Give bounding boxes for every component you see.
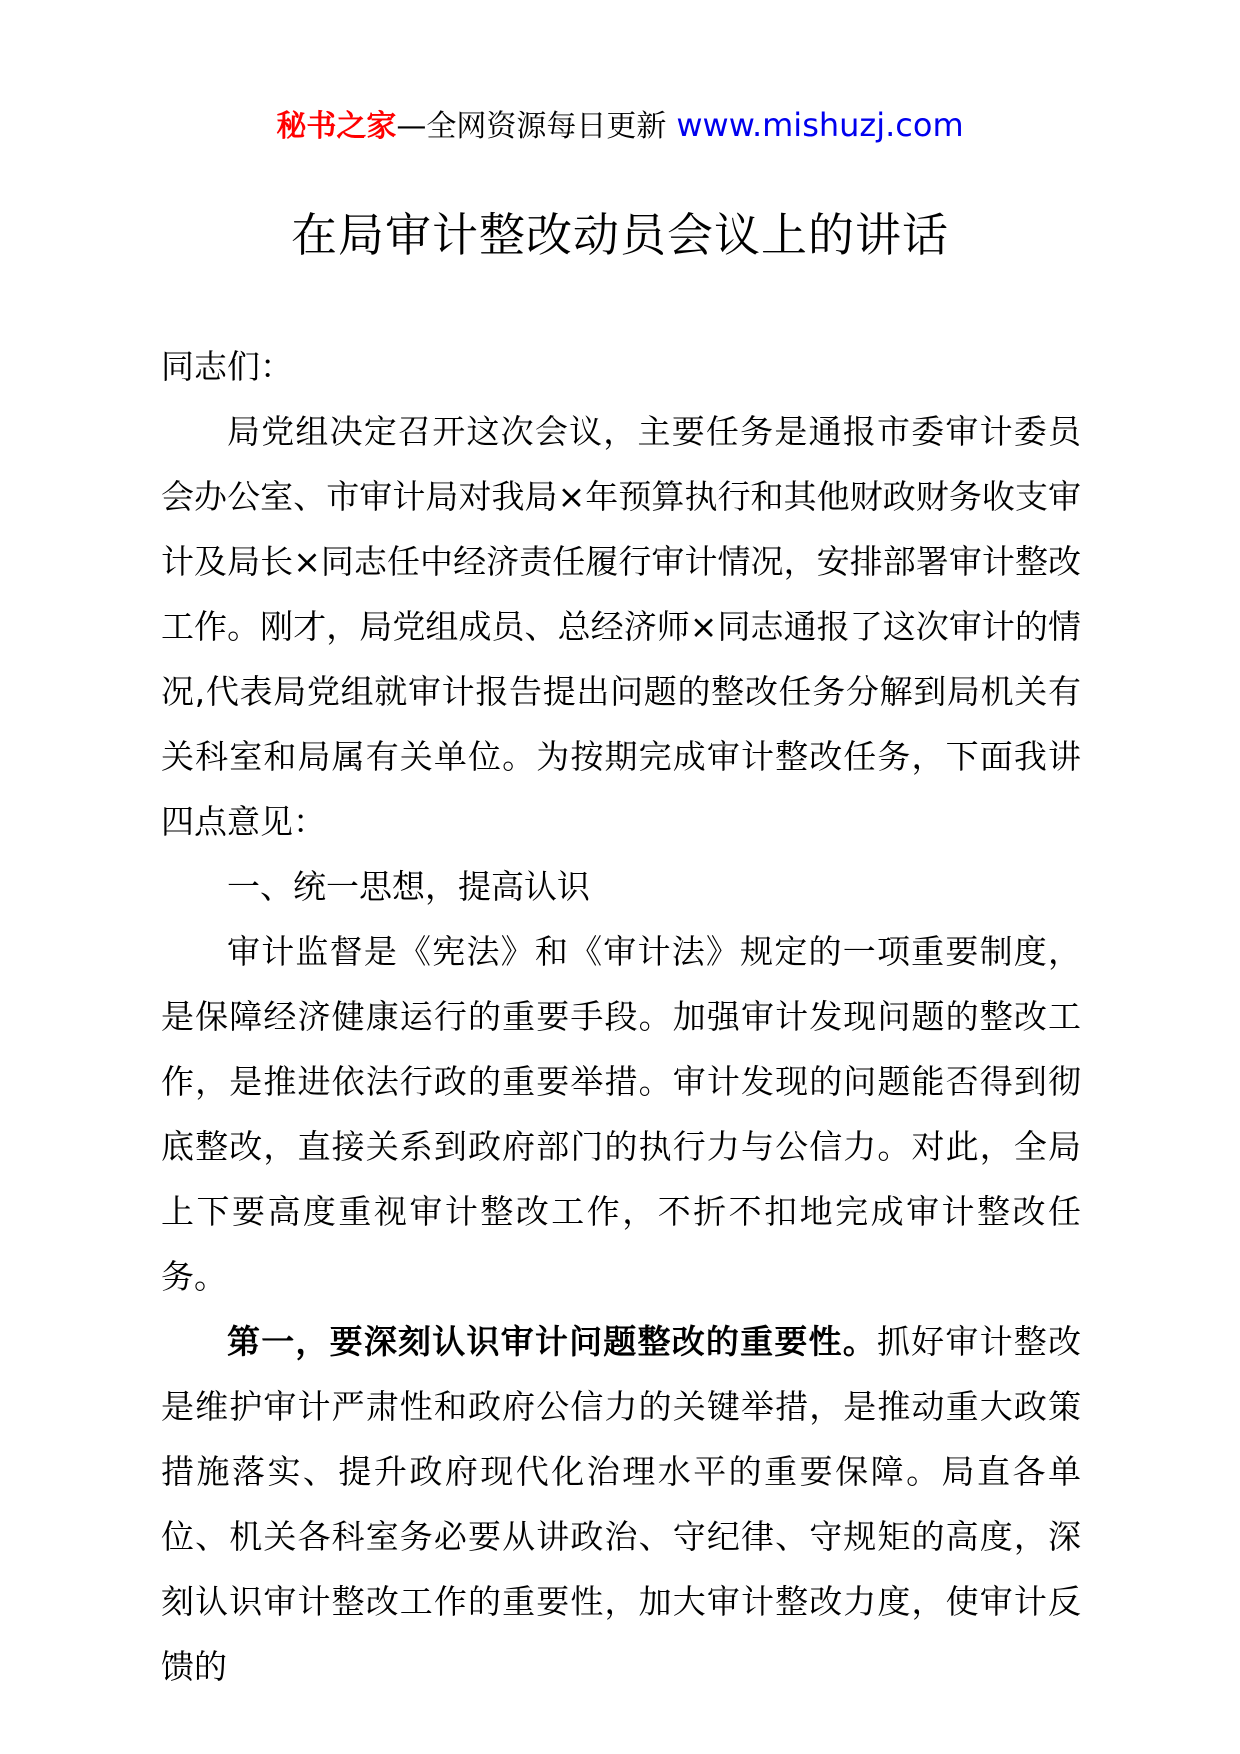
site-header xyxy=(0,100,1240,152)
site-url-link[interactable]: www.mishuzj.com xyxy=(676,106,964,144)
intro-paragraph: 局党组决定召开这次会议，主要任务是通报市委审计委员会办公室、市审计局对我局×年预算执行和其他财政财务收支审计及局长×同志任中经济责任履行审计情况，安排部署审计整改工作。刚才，局党组成员、总经济师×同志通报了这次审计的情况,代表局党组就审计报告提出问题的整改任务分解到局机关有关科室和局属有关单位。为按期完成审计整改任务，下面我讲四点意见： xyxy=(161,412,1081,841)
point-paragraph xyxy=(161,1309,1081,1699)
brand-name: 秘书之家 xyxy=(276,109,397,144)
section-paragraph: 审计监督是《宪法》和《审计法》规定的一项重要制度，是保障经济健康运行的重要手段。加强审计发现问题的整改工作，是推进依法行政的重要举措。审计发现的问题能否得到彻底整改，直接关系到政府部门的执行力与公信力。对此，全局上下要高度重视审计整改工作，不折不扣地完成审计整改任务。 xyxy=(161,932,1081,1296)
point-heading: 第一，要深刻认识审计问题整改的重要性。 xyxy=(227,1322,877,1361)
brand-slogan: —全网资源每日更新 xyxy=(396,109,667,144)
point-text: 抓好审计整改是维护审计严肃性和政府公信力的关键举措，是推动重大政策措施落实、提升政府现代化治理水平的重要保障。局直各单位、机关各科室务必要从讲政治、守纪律、守规矩的高度，深刻认识审计整改工作的重要性，加大审计整改力度，使审计反馈的 xyxy=(161,1322,1082,1686)
section-heading: 一、统一思想，提高认识 xyxy=(227,867,590,906)
document-body xyxy=(161,334,1081,1699)
salutation: 同志们： xyxy=(161,347,293,386)
document-title: 在局审计整改动员会议上的讲话 xyxy=(291,208,949,262)
